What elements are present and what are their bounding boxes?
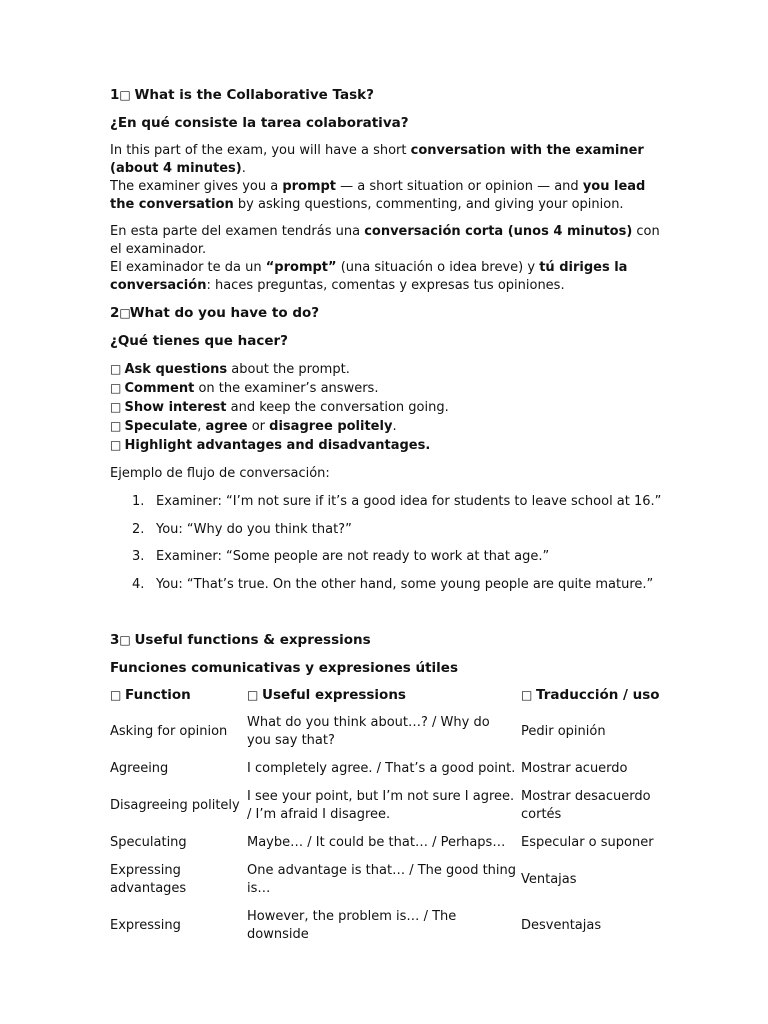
text-run: In this part of the exam, you will have a short: [110, 143, 411, 158]
text-run: El examinador te da un: [110, 260, 266, 275]
section1-title-es: ¿En qué consiste la tarea colaborativa?: [110, 115, 409, 131]
text-run: or: [247, 419, 270, 434]
list-item-text: Examiner: “Some people are not ready to work at that age.”: [156, 549, 550, 564]
cell-expressions: What do you think about…? / Why do you say that?: [247, 714, 490, 748]
table-header-row: [108, 681, 663, 709]
cell-translation: Mostrar desacuerdo cortés: [521, 788, 651, 822]
text-run: The examiner gives you a: [110, 179, 283, 194]
list-number: 1.: [132, 494, 145, 509]
section1-english-paragraph: [110, 142, 670, 214]
cell-function: Disagreeing politely: [110, 797, 240, 813]
cell-translation: Pedir opinión: [521, 723, 606, 739]
bold-run: agree: [205, 419, 248, 434]
cell-function: Asking for opinion: [110, 723, 228, 739]
conversation-flow-list: [110, 493, 670, 594]
missing-glyph-icon: □: [247, 687, 258, 702]
task-bullet: [110, 398, 670, 417]
bold-run: Speculate: [124, 419, 198, 434]
table-row: [108, 755, 663, 783]
section3-number: 3: [110, 631, 120, 648]
expressions-table: [108, 681, 663, 949]
missing-glyph-icon: □: [119, 88, 130, 102]
cell-expressions: I completely agree. / That’s a good point.: [247, 760, 516, 776]
cell-expressions: However, the problem is… / The downside: [247, 908, 457, 942]
table-row: [108, 857, 663, 903]
list-item-text: You: “Why do you think that?”: [156, 521, 352, 537]
section2-title-es: ¿Qué tienes que hacer?: [110, 333, 289, 349]
task-bullet: [110, 379, 670, 398]
task-bullet: [110, 436, 670, 455]
task-bullet: [110, 417, 670, 436]
text-run: : haces preguntas, comentas y expresas tus opiniones.: [206, 278, 565, 293]
missing-glyph-icon: □: [110, 419, 121, 433]
table-row: [108, 783, 663, 829]
missing-glyph-icon: □: [119, 632, 130, 647]
text-run: .: [392, 419, 397, 434]
section1-number: 1: [110, 87, 120, 103]
cell-translation: Desventajas: [521, 917, 602, 933]
task-bullet: [110, 360, 670, 379]
list-item: [110, 576, 670, 594]
section3-title: [110, 631, 670, 649]
list-item-text: Examiner: “I’m not sure if it’s a good idea for students to leave school at 16.”: [156, 494, 662, 509]
cell-translation: Mostrar acuerdo: [521, 760, 628, 776]
cell-function: Speculating: [110, 834, 187, 850]
section2-title-text: What do you have to do?: [129, 305, 320, 321]
header-label: Function: [125, 686, 191, 703]
table-row: [108, 903, 663, 949]
missing-glyph-icon: □: [110, 400, 121, 414]
header-label: Useful expressions: [262, 686, 406, 703]
bold-run: “prompt”: [265, 260, 337, 275]
bold-run: Highlight advantages and disadvantages.: [124, 438, 431, 453]
missing-glyph-icon: □: [110, 438, 121, 452]
bold-run: Show interest: [124, 400, 227, 415]
cell-function: Expressing advantages: [110, 862, 187, 896]
list-number: 4.: [132, 576, 145, 592]
cell-expressions: One advantage is that… / The good thing is…: [247, 862, 517, 896]
missing-glyph-icon: □: [521, 687, 532, 702]
flow-label: Ejemplo de flujo de conversación:: [110, 466, 330, 481]
text-run: and keep the conversation going.: [226, 400, 449, 415]
bold-run: Comment: [124, 381, 195, 396]
section2-number: 2: [110, 305, 120, 321]
list-item: [110, 493, 670, 511]
bold-run: you lead the conversation: [110, 179, 646, 212]
text-run: En esta parte del examen tendrás una: [110, 224, 365, 239]
bold-run: tú diriges la conversación: [110, 260, 628, 293]
table-row: [108, 709, 663, 755]
missing-glyph-icon: □: [119, 306, 130, 320]
cell-translation: Especular o suponer: [521, 834, 654, 850]
cell-expressions: Maybe… / It could be that… / Perhaps…: [247, 834, 506, 850]
section1-title: [110, 86, 670, 104]
list-number: 3.: [132, 549, 145, 564]
text-run: — a short situation or opinion — and: [336, 179, 583, 194]
missing-glyph-icon: □: [110, 381, 121, 395]
cell-function: Agreeing: [110, 760, 169, 776]
bold-run: conversación corta (unos 4 minutos): [364, 224, 633, 239]
text-run: on the examiner’s answers.: [194, 381, 379, 396]
text-run: ,: [197, 419, 206, 434]
bold-run: conversation with the examiner (about 4 minutes): [110, 143, 644, 176]
text-run: about the prompt.: [227, 362, 350, 377]
cell-expressions: I see your point, but I’m not sure I agree. / I’m afraid I disagree.: [247, 788, 515, 822]
table-header-expressions: [245, 681, 519, 709]
task-bullet-list: [110, 360, 670, 455]
missing-glyph-icon: □: [110, 687, 121, 702]
list-item-text: You: “That’s true. On the other hand, some young people are quite mature.”: [156, 576, 654, 592]
table-header-function: [108, 681, 245, 709]
cell-function: Expressing: [110, 917, 181, 933]
table-row: [108, 829, 663, 857]
cell-translation: Ventajas: [521, 871, 577, 887]
header-label: Traducción / uso: [536, 686, 660, 703]
section3-title-es: Funciones comunicativas y expresiones útiles: [110, 659, 459, 676]
missing-glyph-icon: □: [110, 362, 121, 376]
list-number: 2.: [132, 521, 145, 537]
text-run: (una situación o idea breve) y: [336, 260, 540, 275]
list-item: [110, 521, 670, 539]
text-run: by asking questions, commenting, and giving your opinion.: [233, 197, 624, 212]
text-run: con el examinador.: [110, 224, 660, 257]
table-header-translation: [519, 681, 663, 709]
section3-title-text: Useful functions & expressions: [134, 631, 371, 648]
bold-run: prompt: [282, 179, 337, 194]
list-item: [110, 548, 670, 566]
document-content: [110, 86, 670, 949]
section1-title-text: What is the Collaborative Task?: [134, 87, 374, 103]
text-run: .: [241, 161, 246, 176]
bold-run: disagree politely: [269, 419, 393, 434]
section1-spanish-paragraph: [110, 223, 670, 295]
bold-run: Ask questions: [124, 362, 228, 377]
section2-title: [110, 304, 670, 322]
